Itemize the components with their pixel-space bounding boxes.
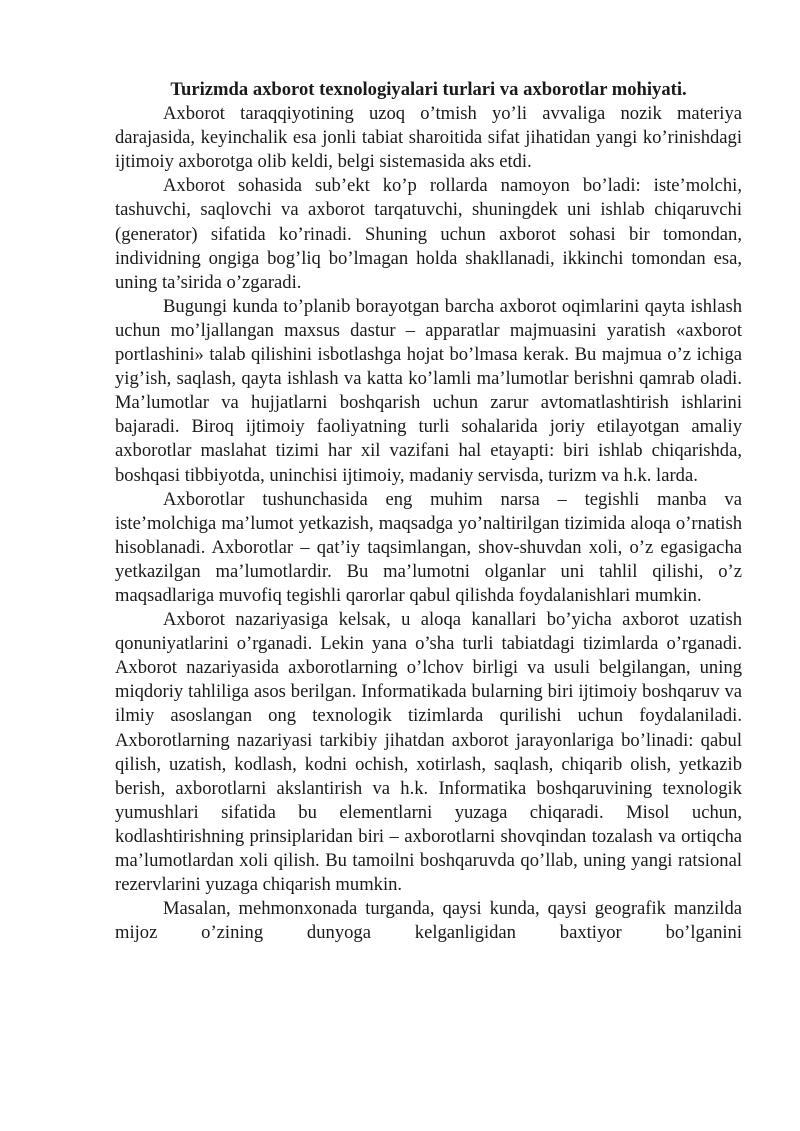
document-title: Turizmda axborot texnologiyalari turlari va axborotlar mohiyati.: [170, 79, 687, 100]
document-page: [115, 78, 742, 945]
paragraph-6: Masalan, mehmonxonada turganda, qaysi kunda, qaysi geografik manzilda mijoz o’zining dunyoga kelganligidan baxtiyor bo’lganini: [115, 898, 742, 944]
paragraph-1: Axborot taraqqiyotining uzoq o’tmish yo’li avvaliga nozik materiya darajasida, keyinchalik esa jonli tabiat sharoitida sifat jihatidan yangi ko’rinishdagi ijtimoiy axborotga olib keldi, belgi sistemasida aks etdi.: [115, 103, 742, 173]
paragraph-4: Axborotlar tushunchasida eng muhim narsa – tegishli manba va iste’molchiga ma’lumot yetkazish, maqsadga yo’naltirilgan tizimida aloqa o’rnatish hisoblanadi. Axborotlar – qat’iy taqsimlangan, shov-shuvdan xoli, o’z egasigacha yetkazilgan ma’lumotlardir. Bu ma’lumotni olganlar uni tahlil qilishi, o’z maqsadlariga muvofiq tegishli qarorlar qabul qilishda foydalanishlari mumkin.: [115, 488, 742, 606]
paragraph-2: Axborot sohasida sub’ekt ko’p rollarda namoyon bo’ladi: iste’molchi, tashuvchi, saqlovchi va axborot tarqatuvchi, shuningdek uni ishlab chiqaruvchi (generator) sifatida ko’rinadi. Shuning uchun axborot sohasi bir tomondan, individning ongiga bog’liq bo’lmagan holda shakllanadi, ikkinchi tomondan esa, uning ta’sirida o’zgaradi.: [115, 175, 742, 293]
paragraph-5: Axborot nazariyasiga kelsak, u aloqa kanallari bo’yicha axborot uzatish qonuniyatlarini o’rganadi. Lekin yana o’sha turli tabiatdagi tizimlarda o’rganadi. Axborot nazariyasida axborotlarning o’lchov birligi va usuli belgilangan, uning miqdoriy tahliliga asos berilgan. Informatikada bularning biri ijtimoiy boshqaruv va ilmiy asoslangan ong texnologik tizimlarda qurilishi uchun foydalaniladi. Axborotlarning nazariyasi tarkibiy jihatdan axborot jarayonlariga bo’linadi: qabul qilish, uzatish, kodlash, kodni ochish, xotirlash, saqlash, chiqarib olish, yetkazib berish, axborotlarni akslantirish va h.k. Informatika boshqaruvining texnologik yumushlari sifatida bu elementlarni yuzaga chiqaradi. Misol uchun, kodlashtirishning prinsiplaridan biri – axborotlarni shovqindan tozalash va ortiqcha ma’lumotlardan xoli qilish. Bu tamoilni boshqaruvda qo’llab, uning yangi ratsional rezervlarini yuzaga chiqarish mumkin.: [115, 609, 742, 896]
paragraph-3: Bugungi kunda to’planib borayotgan barcha axborot oqimlarini qayta ishlash uchun mo’ljallangan maxsus dastur – apparatlar majmuasini yaratish «axborot portlashini» talab qilishini isbotlashga hojat bo’lmasa kerak. Bu majmua o’z ichiga yig’ish, saqlash, qayta ishlash va katta ko’lamli ma’lumotlar berishni qamrab oladi. Ma’lumotlar va hujjatlarni boshqarish uchun zarur avtomatlashtirish ishlarini bajaradi. Biroq ijtimoiy faoliyatning turli sohalarida joriy etilayotgan amaliy axborotlar maslahat tizimi har xil vazifani hal etayapti: biri ishlab chiqarishda, boshqasi tibbiyotda, uninchisi ijtimoiy, madaniy servisda, turizm va h.k. larda.: [115, 295, 742, 486]
